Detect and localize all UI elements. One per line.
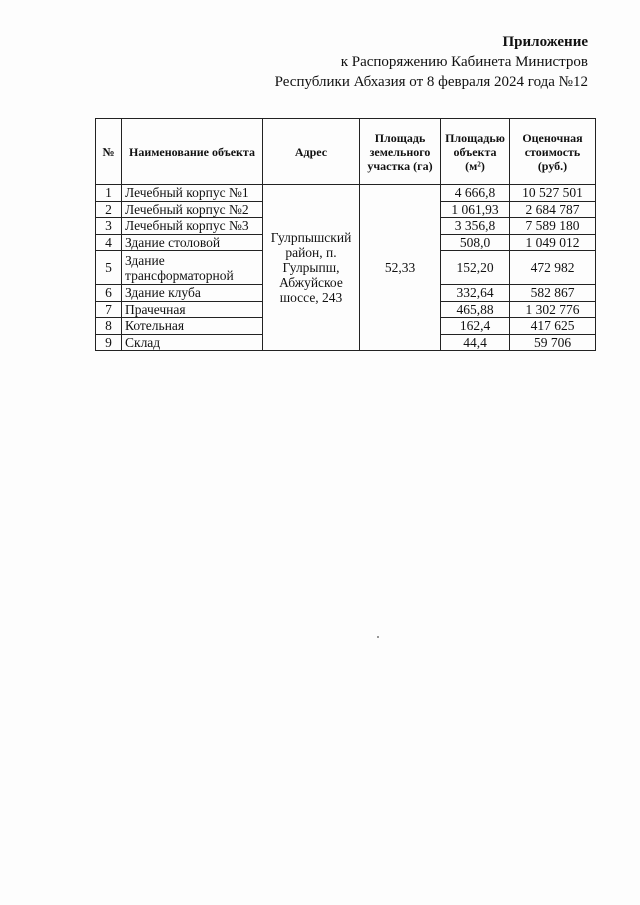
- row-area: 162,4: [441, 318, 510, 335]
- header-land-area: Площадь земельного участка (га): [360, 119, 441, 185]
- row-num: 1: [96, 185, 122, 202]
- row-cost: 1 302 776: [510, 301, 596, 318]
- row-cost: 472 982: [510, 251, 596, 285]
- row-num: 6: [96, 285, 122, 302]
- row-cost: 582 867: [510, 285, 596, 302]
- row-num: 5: [96, 251, 122, 285]
- header-num: №: [96, 119, 122, 185]
- row-name: Здание столовой: [122, 234, 263, 251]
- header-line-1: к Распоряжению Кабинета Министров: [340, 54, 588, 70]
- row-num: 9: [96, 334, 122, 351]
- stray-mark: [377, 636, 379, 638]
- row-cost: 7 589 180: [510, 218, 596, 235]
- row-num: 7: [96, 301, 122, 318]
- row-name: Здание клуба: [122, 285, 263, 302]
- shared-address: Гулрпышский район, п. Гулрыпш, Абжуйское шоссе, 243: [263, 185, 360, 351]
- row-name: Прачечная: [122, 301, 263, 318]
- appendix-title: Приложение: [502, 34, 588, 50]
- header-name: Наименование объекта: [122, 119, 263, 185]
- row-name: [122, 251, 263, 285]
- row-area: 44,4: [441, 334, 510, 351]
- header-cost: Оценочная стоимость (руб.): [510, 119, 596, 185]
- row-area: 1 061,93: [441, 201, 510, 218]
- row-area: 508,0: [441, 234, 510, 251]
- document-header: [188, 32, 588, 92]
- table-row: [96, 185, 596, 202]
- header-area: Площадью объекта (м²): [441, 119, 510, 185]
- row-cost: 1 049 012: [510, 234, 596, 251]
- row-name-text: Здание трансформаторной: [125, 252, 234, 283]
- header-address: Адрес: [263, 119, 360, 185]
- row-name: Лечебный корпус №3: [122, 218, 263, 235]
- row-name: Лечебный корпус №2: [122, 201, 263, 218]
- header-line-2: Республики Абхазия от 8 февраля 2024 года №12: [274, 74, 588, 90]
- row-name: Лечебный корпус №1: [122, 185, 263, 202]
- row-name: Котельная: [122, 318, 263, 335]
- row-cost: 10 527 501: [510, 185, 596, 202]
- row-area: 3 356,8: [441, 218, 510, 235]
- row-num: 2: [96, 201, 122, 218]
- row-area: 465,88: [441, 301, 510, 318]
- row-num: 3: [96, 218, 122, 235]
- row-cost: 59 706: [510, 334, 596, 351]
- row-num: 4: [96, 234, 122, 251]
- row-area: 152,20: [441, 251, 510, 285]
- row-area: 332,64: [441, 285, 510, 302]
- shared-land-area: 52,33: [360, 185, 441, 351]
- row-area: 4 666,8: [441, 185, 510, 202]
- objects-table: [95, 118, 596, 351]
- row-cost: 2 684 787: [510, 201, 596, 218]
- table-header-row: [96, 119, 596, 185]
- row-cost: 417 625: [510, 318, 596, 335]
- row-name: Склад: [122, 334, 263, 351]
- row-num: 8: [96, 318, 122, 335]
